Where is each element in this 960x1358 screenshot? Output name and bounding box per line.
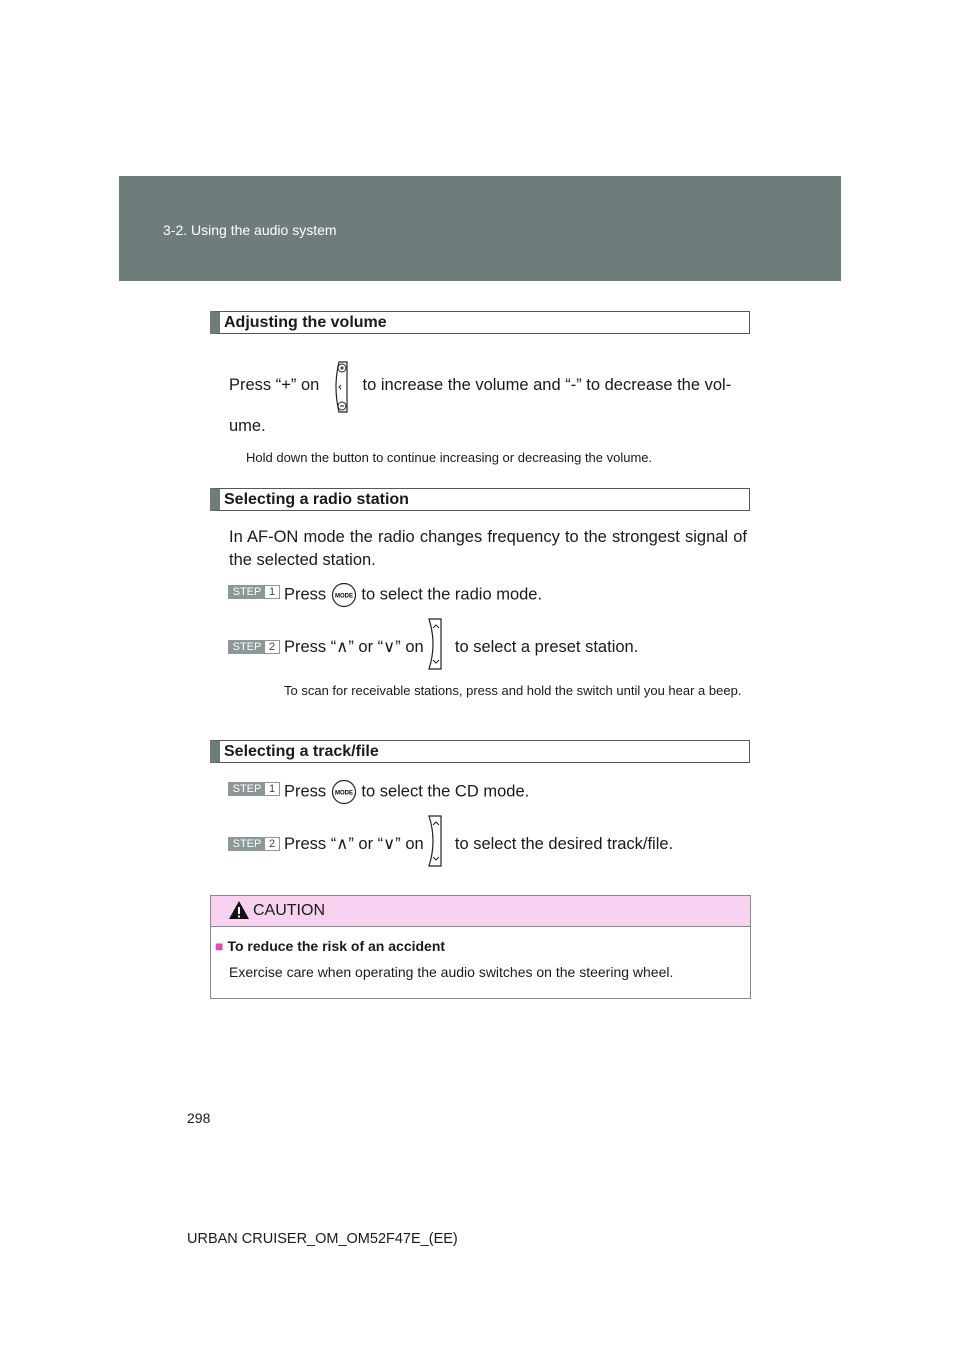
section-title: 3-2. Using the audio system	[163, 222, 337, 238]
header-band	[119, 176, 841, 281]
caution-header	[211, 896, 750, 927]
volume-note: Hold down the button to continue increasing or decreasing the volume.	[246, 450, 653, 465]
mode-button-icon	[331, 779, 357, 805]
radio-step-2: Press “∧” or “∨” on to select a preset station.	[284, 638, 639, 656]
warning-icon	[228, 900, 250, 920]
footer-doc-id: URBAN CRUISER_OM_OM52F47E_(EE)	[187, 1231, 458, 1247]
page-number: 298	[187, 1110, 211, 1126]
radio-intro: In AF-ON mode the radio changes frequency to the strongest signal of the selected station.	[229, 528, 747, 569]
caution-title: CAUTION	[253, 902, 325, 919]
step-badge-radio-2: STEP 2	[228, 640, 280, 654]
caution-text: Exercise care when operating the audio switches on the steering wheel.	[229, 964, 674, 980]
track-step-2: Press “∧” or “∨” on to select the desired track/file.	[284, 835, 674, 853]
section-heading-volume: Adjusting the volume	[210, 311, 750, 334]
seek-switch-icon	[425, 814, 447, 868]
radio-note: To scan for receivable stations, press and hold the switch until you hear a beep.	[284, 683, 742, 698]
section-heading-track: Selecting a track/file	[210, 740, 750, 763]
section-heading-radio: Selecting a radio station	[210, 488, 750, 511]
caution-box	[210, 895, 751, 999]
svg-text:MODE: MODE	[334, 593, 353, 600]
bullet-square-icon: ■	[215, 938, 224, 954]
seek-switch-icon	[425, 617, 447, 671]
mode-button-icon	[331, 582, 357, 608]
track-step-1: Press MODE to select the CD mode.	[284, 779, 529, 805]
step-badge-track-1: STEP 1	[228, 782, 280, 796]
volume-instruction-cont: ume.	[229, 417, 266, 435]
step-badge-radio-1: STEP 1	[228, 585, 280, 599]
caution-subtitle: ■ To reduce the risk of an accident	[215, 938, 446, 954]
step-badge-track-2: STEP 2	[228, 837, 280, 851]
svg-text:MODE: MODE	[334, 790, 353, 797]
volume-switch-icon	[331, 360, 351, 414]
volume-instruction: Press “+” on to increase the volume and “-” to decrease the vol-	[229, 376, 732, 394]
radio-step-1: Press MODE to select the radio mode.	[284, 582, 542, 608]
